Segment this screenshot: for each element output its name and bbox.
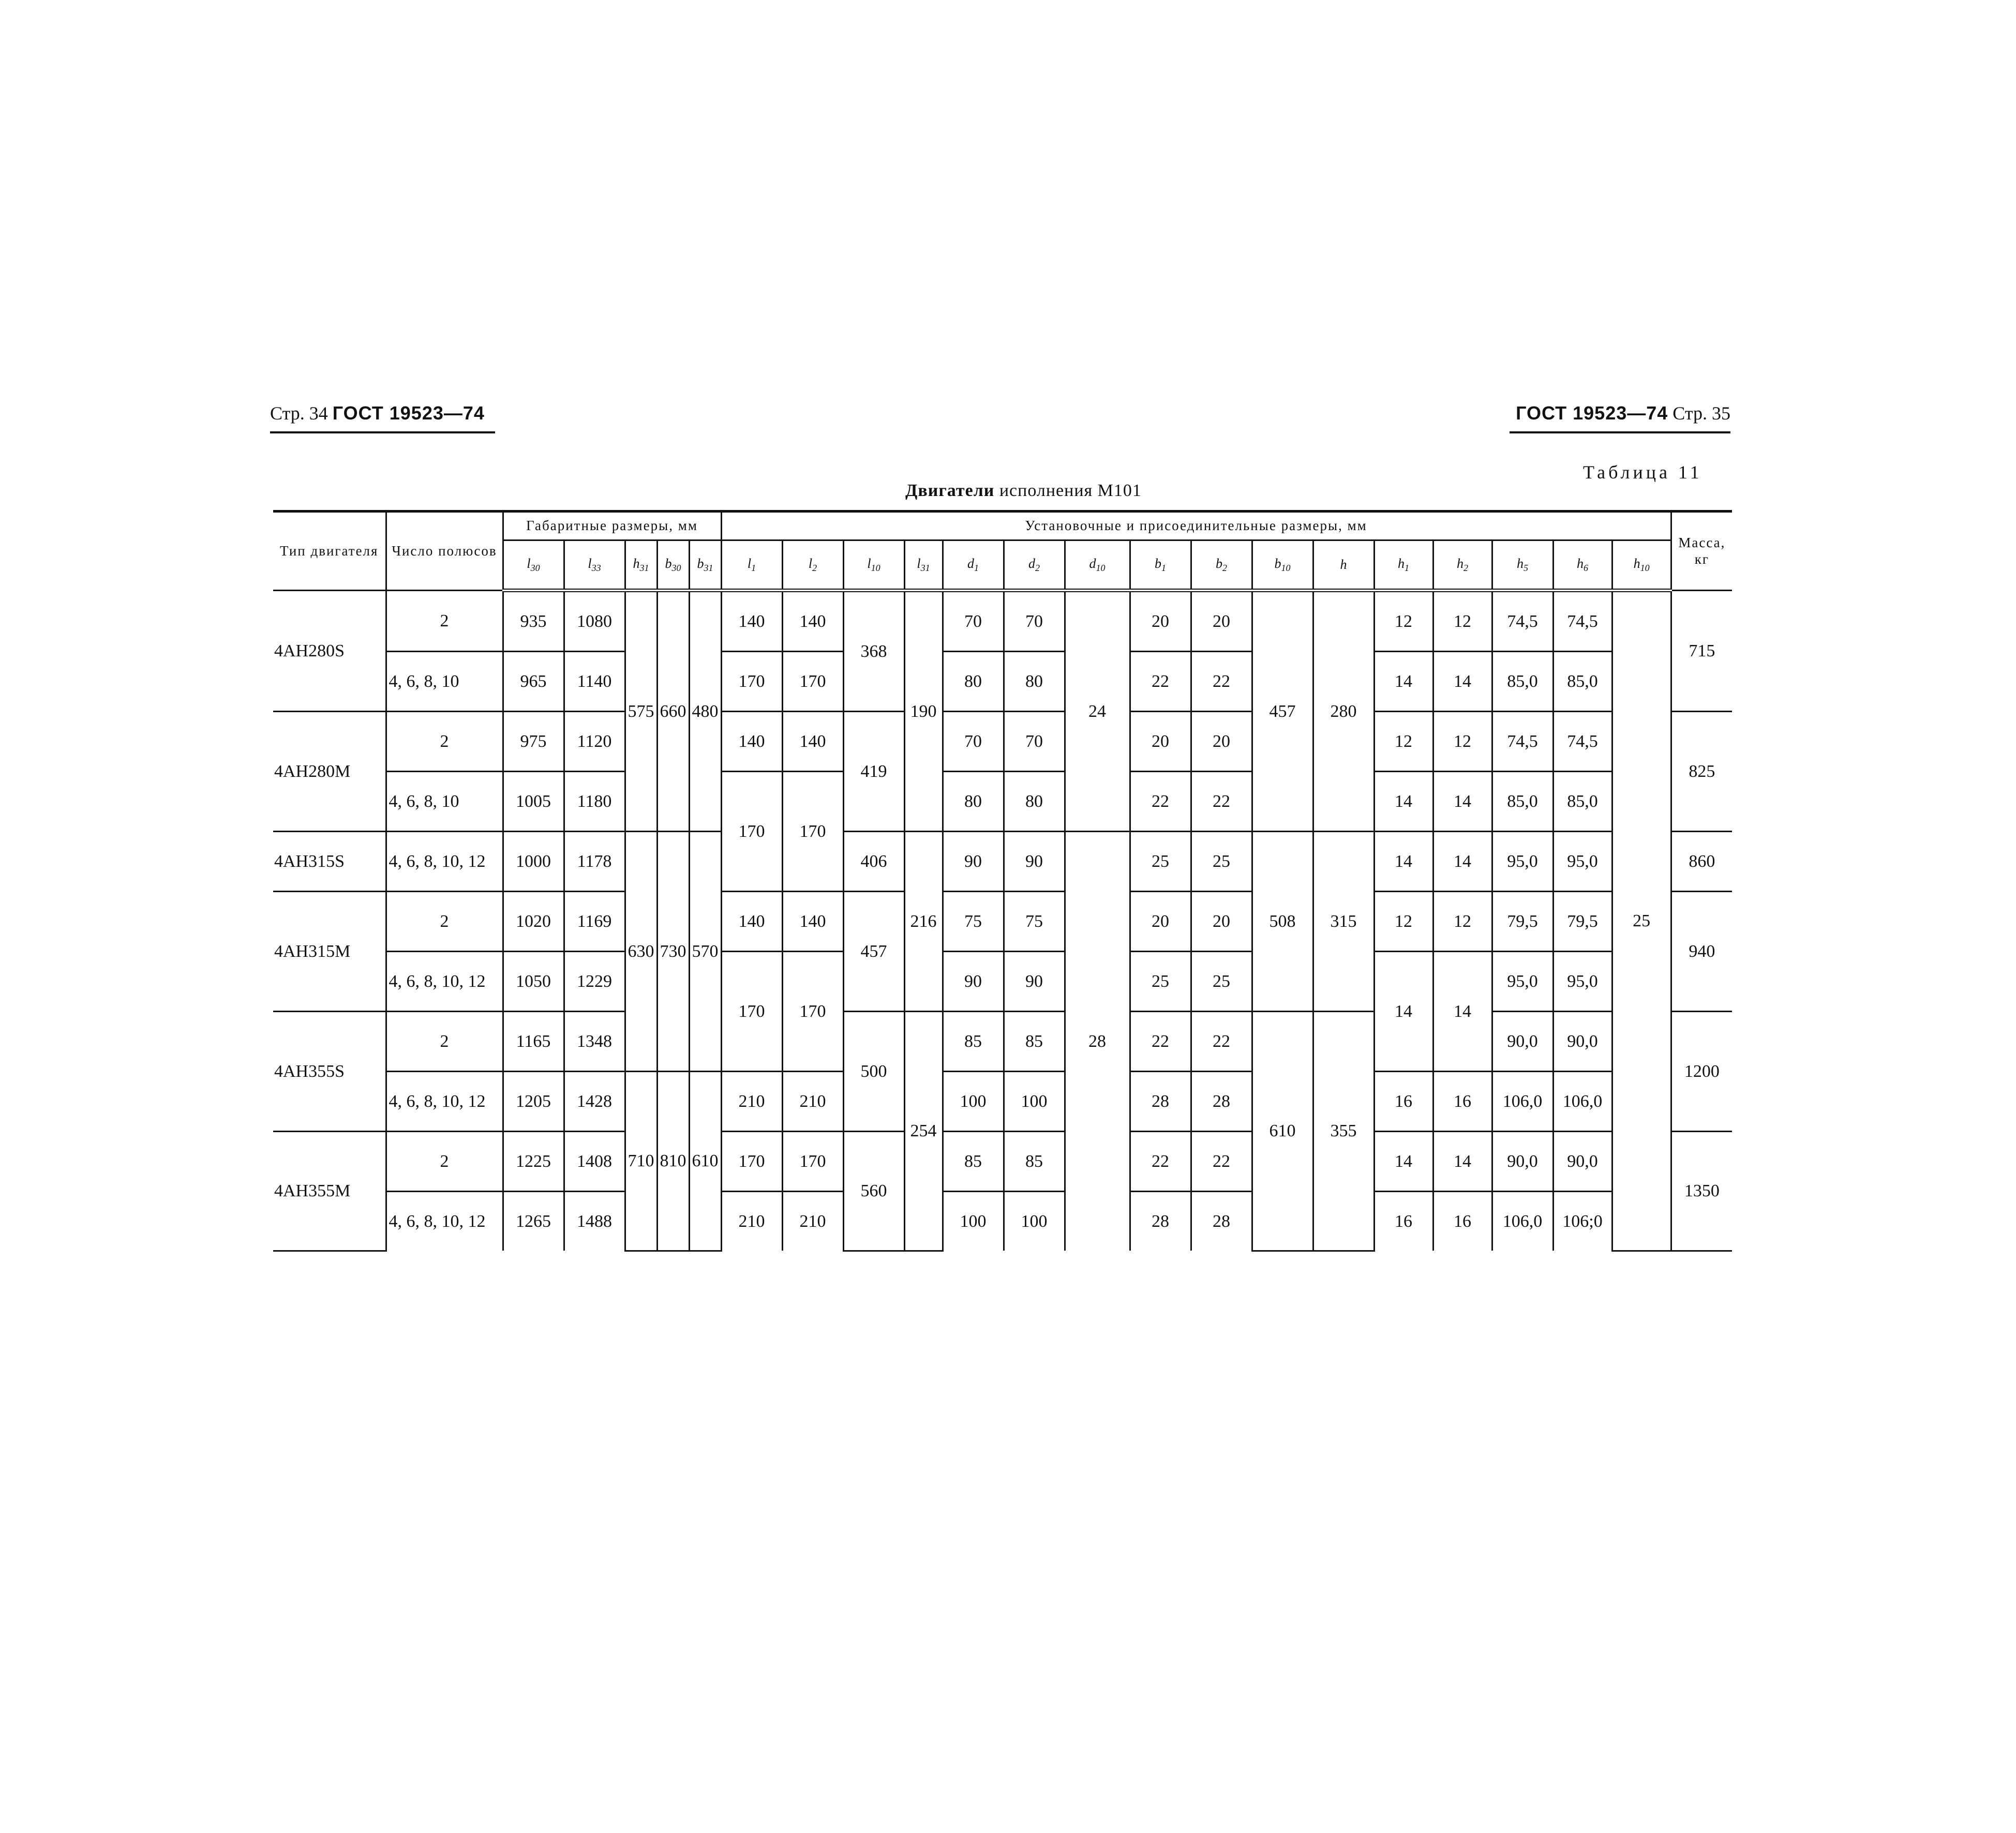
cell-b2: 22 [1191,1012,1252,1072]
cell-h5: 106,0 [1492,1192,1553,1251]
col-h2: $h_2$ [1433,540,1492,591]
motor-dimensions-table [273,510,1732,1252]
cell-h31: 710 [625,1072,657,1251]
cell-h1: 12 [1374,712,1433,772]
col-l33: $l_{33}$ [564,540,625,591]
cell-l1: 140 [721,591,782,652]
cell-b1: 20 [1130,892,1191,952]
cell-l33: 1229 [564,952,625,1012]
cell-l30: 1165 [503,1012,564,1072]
cell-h2: 16 [1433,1192,1492,1251]
cell-l30: 1265 [503,1192,564,1251]
cell-d2: 100 [1004,1192,1065,1251]
cell-l10: 406 [843,832,904,892]
cell-h1: 14 [1374,952,1433,1072]
cell-h2: 14 [1433,952,1492,1072]
cell-b31: 480 [689,591,721,832]
cell-l30: 1050 [503,952,564,1012]
cell-d1: 90 [943,832,1004,892]
cell-h1: 16 [1374,1192,1433,1251]
cell-l30: 1205 [503,1072,564,1132]
cell-b2: 28 [1191,1072,1252,1132]
cell-d1: 100 [943,1192,1004,1251]
cell-b10: 457 [1252,591,1313,832]
cell-h5: 95,0 [1492,952,1553,1012]
cell-h2: 14 [1433,652,1492,712]
cell-b2: 22 [1191,652,1252,712]
cell-b1: 22 [1130,1012,1191,1072]
cell-poles: 4, 6, 8, 10 [386,772,503,832]
cell-l30: 1225 [503,1132,564,1192]
cell-b30: 660 [657,591,689,832]
table-row [273,832,1732,892]
page-number-right: Стр. 35 [1672,403,1730,424]
cell-d1: 80 [943,652,1004,712]
col-h6: $h_6$ [1553,540,1612,591]
cell-h5: 85,0 [1492,772,1553,832]
cell-h1: 12 [1374,591,1433,652]
standard-title-left: ГОСТ 19523—74 [332,402,485,424]
page-header-right [1510,402,1730,433]
cell-h5: 95,0 [1492,832,1553,892]
page-number-left: Стр. 34 [270,403,328,424]
cell-b2: 20 [1191,892,1252,952]
cell-mass: 825 [1671,712,1732,832]
cell-d2: 75 [1004,892,1065,952]
cell-h5: 74,5 [1492,591,1553,652]
cell-b1: 20 [1130,712,1191,772]
table-row [273,1072,1732,1132]
cell-h5: 90,0 [1492,1012,1553,1072]
cell-l10: 419 [843,712,904,832]
cell-b10: 508 [1252,832,1313,1012]
cell-l10: 560 [843,1132,904,1251]
cell-type: 4АН280М [273,712,386,832]
cell-poles: 2 [386,1012,503,1072]
cell-h6: 106,0 [1553,1072,1612,1132]
table-row [273,712,1732,772]
cell-type: 4АН355S [273,1012,386,1132]
cell-d2: 100 [1004,1072,1065,1132]
cell-poles: 2 [386,712,503,772]
cell-mass: 1200 [1671,1012,1732,1132]
cell-l33: 1120 [564,712,625,772]
cell-l2: 140 [782,591,843,652]
cell-d2: 80 [1004,652,1065,712]
cell-l33: 1080 [564,591,625,652]
cell-l10: 500 [843,1012,904,1132]
cell-h6: 85,0 [1553,652,1612,712]
cell-b2: 22 [1191,1132,1252,1192]
cell-l2: 170 [782,652,843,712]
cell-type: 4АН355М [273,1132,386,1251]
table-row [273,1132,1732,1192]
cell-poles: 2 [386,591,503,652]
cell-h6: 85,0 [1553,772,1612,832]
cell-b1: 25 [1130,952,1191,1012]
cell-d1: 85 [943,1132,1004,1192]
col-b30: $b_{30}$ [657,540,689,591]
cell-h5: 79,5 [1492,892,1553,952]
cell-l33: 1169 [564,892,625,952]
cell-h2: 14 [1433,832,1492,892]
cell-b1: 22 [1130,1132,1191,1192]
cell-poles: 4, 6, 8, 10 [386,652,503,712]
col-l31: $l_{31}$ [904,540,943,591]
cell-d2: 70 [1004,712,1065,772]
col-mass: Масса, кг [1671,512,1732,591]
cell-h1: 14 [1374,1132,1433,1192]
cell-l1: 140 [721,712,782,772]
col-b31: $b_{31}$ [689,540,721,591]
cell-h1: 12 [1374,892,1433,952]
cell-b31: 610 [689,1072,721,1251]
cell-l2: 210 [782,1072,843,1132]
cell-b30: 730 [657,832,689,1072]
table-row [273,892,1732,952]
cell-l1: 170 [721,652,782,712]
cell-b2: 25 [1191,832,1252,892]
col-h: h [1313,540,1374,591]
cell-mass: 1350 [1671,1132,1732,1251]
caption-rest: исполнения М101 [999,481,1142,500]
standard-title-right: ГОСТ 19523—74 [1516,402,1668,424]
cell-type: 4АН315S [273,832,386,892]
cell-d1: 100 [943,1072,1004,1132]
cell-l1: 140 [721,892,782,952]
cell-l1: 210 [721,1072,782,1132]
cell-h6: 95,0 [1553,952,1612,1012]
table-row [273,772,1732,832]
cell-l31: 216 [904,832,943,1012]
table-row [273,1012,1732,1072]
cell-h5: 106,0 [1492,1072,1553,1132]
cell-d2: 70 [1004,591,1065,652]
col-b10: $b_{10}$ [1252,540,1313,591]
cell-b1: 28 [1130,1192,1191,1251]
col-h5: $h_5$ [1492,540,1553,591]
cell-h6: 90,0 [1553,1012,1612,1072]
cell-mass: 715 [1671,591,1732,712]
table-caption [905,481,1142,501]
cell-l2: 140 [782,892,843,952]
cell-b10: 610 [1252,1012,1313,1251]
col-h31: $h_{31}$ [625,540,657,591]
cell-type: 4АН280S [273,591,386,712]
cell-l30: 935 [503,591,564,652]
cell-l30: 975 [503,712,564,772]
cell-l30: 1005 [503,772,564,832]
cell-l1: 170 [721,772,782,892]
cell-h6: 74,5 [1553,712,1612,772]
cell-l2: 170 [782,952,843,1072]
cell-b1: 28 [1130,1072,1191,1132]
cell-l33: 1348 [564,1012,625,1072]
cell-h1: 14 [1374,652,1433,712]
cell-h: 315 [1313,832,1374,1012]
cell-h6: 95,0 [1553,832,1612,892]
cell-l31: 190 [904,591,943,832]
cell-b1: 22 [1130,772,1191,832]
cell-d2: 85 [1004,1012,1065,1072]
col-l10: $l_{10}$ [843,540,904,591]
cell-h6: 106;0 [1553,1192,1612,1251]
cell-h6: 90,0 [1553,1132,1612,1192]
cell-l33: 1178 [564,832,625,892]
cell-b2: 28 [1191,1192,1252,1251]
cell-d1: 70 [943,591,1004,652]
col-poles: Число полюсов [386,512,503,591]
cell-l31: 254 [904,1012,943,1251]
cell-poles: 2 [386,1132,503,1192]
cell-poles: 2 [386,892,503,952]
cell-mass: 940 [1671,892,1732,1012]
cell-h: 280 [1313,591,1374,832]
cell-b1: 25 [1130,832,1191,892]
caption-bold: Двигатели [905,481,995,500]
cell-h5: 90,0 [1492,1132,1553,1192]
cell-l1: 170 [721,1132,782,1192]
cell-d1: 75 [943,892,1004,952]
cell-h2: 14 [1433,1132,1492,1192]
cell-l10: 368 [843,591,904,712]
col-l1: $l_1$ [721,540,782,591]
col-type: Тип двигателя [273,512,386,591]
cell-l2: 170 [782,772,843,892]
cell-l33: 1180 [564,772,625,832]
col-d1: $d_1$ [943,540,1004,591]
cell-b2: 22 [1191,772,1252,832]
cell-poles: 4, 6, 8, 10, 12 [386,832,503,892]
cell-l1: 170 [721,952,782,1072]
cell-h5: 74,5 [1492,712,1553,772]
cell-b1: 20 [1130,591,1191,652]
cell-l2: 210 [782,1192,843,1251]
cell-h6: 74,5 [1553,591,1612,652]
col-h1: $h_1$ [1374,540,1433,591]
cell-b2: 25 [1191,952,1252,1012]
col-d2: $d_2$ [1004,540,1065,591]
col-mounting: Установочные и присоединительные размеры, мм [721,512,1671,540]
table-row [273,652,1732,712]
cell-d1: 70 [943,712,1004,772]
cell-h2: 12 [1433,712,1492,772]
cell-l2: 170 [782,1132,843,1192]
cell-d10: 24 [1065,591,1130,832]
col-b2: $b_2$ [1191,540,1252,591]
cell-l33: 1428 [564,1072,625,1132]
col-d10: $d_{10}$ [1065,540,1130,591]
cell-d2: 80 [1004,772,1065,832]
cell-l33: 1488 [564,1192,625,1251]
col-l30: $l_{30}$ [503,540,564,591]
cell-h1: 14 [1374,772,1433,832]
col-overall: Габаритные размеры, мм [503,512,721,540]
table-row [273,591,1732,652]
cell-d1: 80 [943,772,1004,832]
page-header-left [270,402,495,433]
table-row [273,952,1732,1012]
col-h10: $h_{10}$ [1612,540,1671,591]
cell-h: 355 [1313,1012,1374,1251]
cell-d10: 28 [1065,832,1130,1251]
cell-poles: 4, 6, 8, 10, 12 [386,1192,503,1251]
cell-h2: 12 [1433,591,1492,652]
table-row [273,1192,1732,1251]
cell-poles: 4, 6, 8, 10, 12 [386,1072,503,1132]
cell-l33: 1408 [564,1132,625,1192]
col-b1: $b_1$ [1130,540,1191,591]
cell-h1: 14 [1374,832,1433,892]
cell-d1: 85 [943,1012,1004,1072]
cell-d2: 85 [1004,1132,1065,1192]
cell-l30: 1020 [503,892,564,952]
cell-l2: 140 [782,712,843,772]
cell-b31: 570 [689,832,721,1072]
cell-h10: 25 [1612,591,1671,1251]
cell-l30: 965 [503,652,564,712]
cell-l1: 210 [721,1192,782,1251]
table-number: Таблица 11 [1583,462,1703,483]
cell-d2: 90 [1004,952,1065,1012]
cell-type: 4АН315М [273,892,386,1012]
cell-b2: 20 [1191,591,1252,652]
cell-poles: 4, 6, 8, 10, 12 [386,952,503,1012]
cell-h5: 85,0 [1492,652,1553,712]
cell-l30: 1000 [503,832,564,892]
cell-l10: 457 [843,892,904,1012]
cell-d1: 90 [943,952,1004,1012]
cell-h6: 79,5 [1553,892,1612,952]
cell-h31: 575 [625,591,657,832]
cell-h1: 16 [1374,1072,1433,1132]
cell-b1: 22 [1130,652,1191,712]
cell-b30: 810 [657,1072,689,1251]
cell-l33: 1140 [564,652,625,712]
cell-h2: 16 [1433,1072,1492,1132]
cell-h2: 14 [1433,772,1492,832]
cell-h31: 630 [625,832,657,1072]
cell-b2: 20 [1191,712,1252,772]
cell-h2: 12 [1433,892,1492,952]
col-l2: $l_2$ [782,540,843,591]
cell-d2: 90 [1004,832,1065,892]
cell-mass: 860 [1671,832,1732,892]
